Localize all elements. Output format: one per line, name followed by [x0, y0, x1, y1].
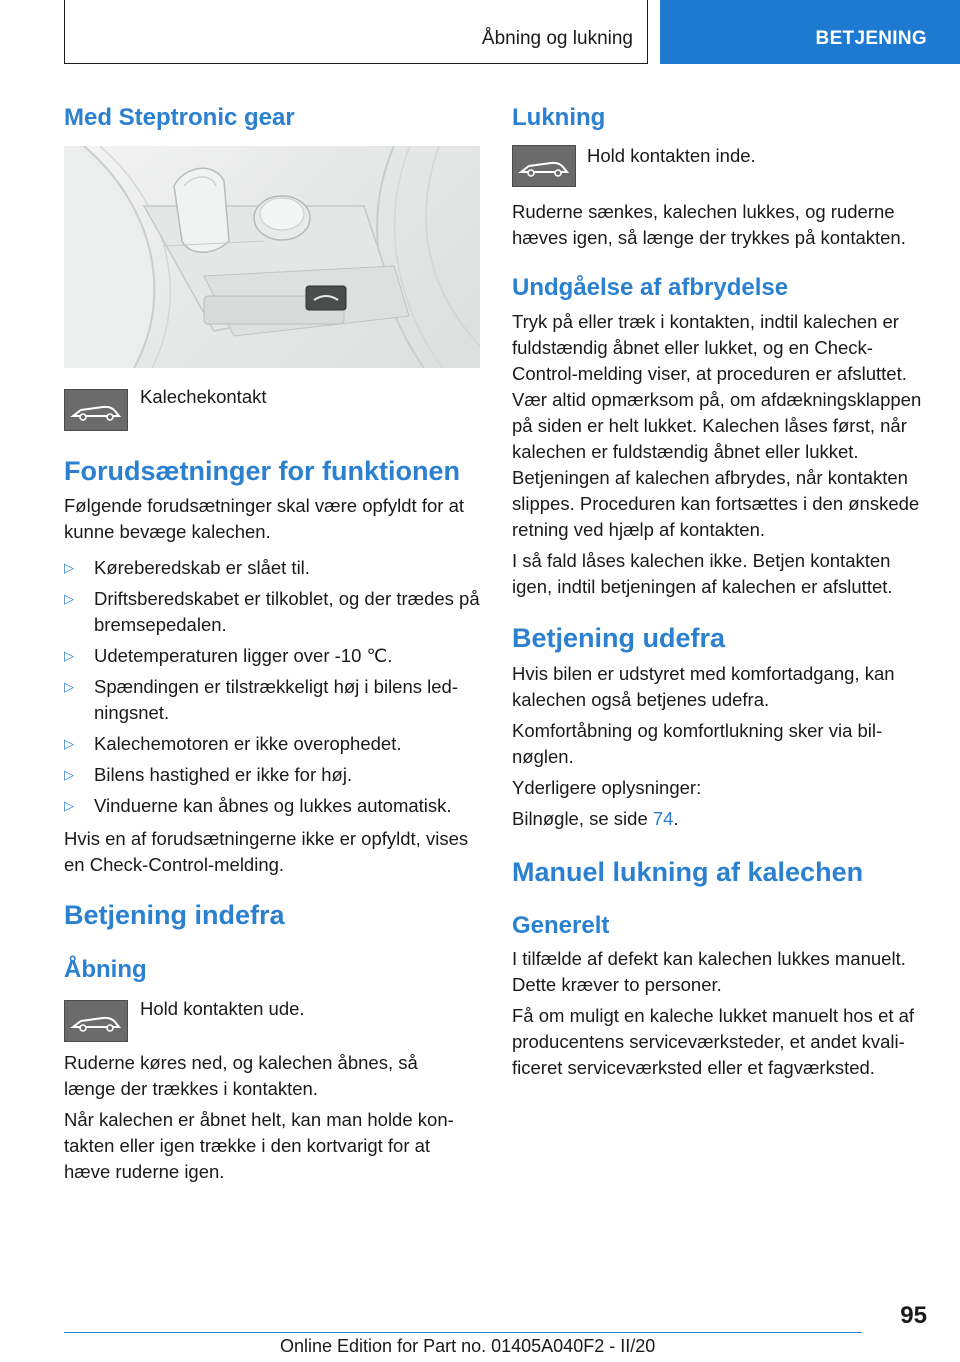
footer-divider: [64, 1332, 862, 1333]
header-section-title: Åbning og lukning: [481, 28, 633, 49]
triangle-bullet-icon: ▷: [64, 560, 74, 575]
triangle-bullet-icon: ▷: [64, 648, 74, 663]
close-paragraph-1: Ruderne sænkes, kalechen lukkes, og ruderne hæves igen, så længe der trykkes på kontakten.: [512, 201, 906, 248]
avoid-paragraph-1: Tryk på eller træk i kontakten, indtil kalechen er fuldstændig åbnet eller lukket, og en Check-Control-melding viser, at proceduren er afsluttet. Vær altid opmærksom på, om afdækningsklappen på siden er helt lukket. Kalechen låses først, når kalechen er fuldstændig åbnet eller lukket.: [512, 311, 922, 462]
heading-general: Generelt: [512, 912, 610, 939]
outside-paragraph-1: Hvis bilen er udstyret med komfortadgang, kan kalechen også betjenes udefra.: [512, 663, 895, 710]
outside-paragraph-3: Yderligere oplysninger:: [512, 777, 702, 798]
heading-manual-closing: Manuel lukning af kalechen: [512, 857, 864, 887]
heading-opening: Åbning: [64, 956, 147, 983]
convertible-top-icon: [512, 145, 576, 187]
triangle-bullet-icon: ▷: [64, 798, 74, 813]
general-paragraph-2: Få om muligt en kaleche lukket manuelt hos et af producentens serviceværksteder, et andet kvalificeret serviceværksted eller et fagværksted.: [512, 1005, 915, 1078]
heading-closing: Lukning: [512, 104, 606, 131]
console-photo: [64, 146, 480, 368]
open-paragraph-1: Ruderne køres ned, og kalechen åbnes, så længe der trækkes i kontakten.: [64, 1052, 418, 1099]
outside-reference: Bilnøgle, se side 74.: [512, 808, 679, 829]
heading-steptronic: Med Steptronic gear: [64, 104, 295, 131]
page-number: 95: [900, 1302, 927, 1329]
close-instruction: Hold kontakten inde.: [587, 145, 756, 166]
heading-prerequisites: Forudsætninger for funktionen: [64, 456, 460, 486]
footer-edition: Online Edition for Part no. 01405A040F2 - II/20: [280, 1336, 656, 1356]
heading-avoid-interruption: Undgåelse af afbrydelse: [512, 274, 789, 301]
photo-caption: Kalechekontakt: [140, 386, 267, 407]
triangle-bullet-icon: ▷: [64, 736, 74, 751]
triangle-bullet-icon: ▷: [64, 679, 74, 694]
heading-operation-inside: Betjening indefra: [64, 900, 285, 930]
triangle-bullet-icon: ▷: [64, 767, 74, 782]
triangle-bullet-icon: ▷: [64, 591, 74, 606]
prerequisites-intro: Følgende forudsætninger skal være opfyldt for at kunne bevæge kalechen.: [64, 495, 464, 542]
header-section-tab: [64, 0, 648, 64]
avoid-paragraph-2: Betjeningen af kalechen afbrydes, når kontakten slippes. Proceduren kan fortsættes i den ønskede retning ved hjælp af kontakten.: [512, 467, 920, 540]
heading-operation-outside: Betjening udefra: [512, 623, 726, 653]
avoid-paragraph-3: I så fald låses kalechen ikke. Betjen kontakten igen, indtil betjeningen af kalechen er afsluttet.: [512, 550, 893, 597]
convertible-top-icon: [64, 1000, 128, 1042]
convertible-top-icon: [64, 389, 128, 431]
general-paragraph-1: I tilfælde af defekt kan kalechen lukkes manuelt. Dette kræver to personer.: [512, 948, 906, 995]
open-instruction: Hold kontakten ude.: [140, 998, 305, 1019]
open-paragraph-2: Når kalechen er åbnet helt, kan man holde kontakten eller igen trække i den kortvarigt for at hæve ruderne igen.: [64, 1109, 454, 1182]
console-illustration: [64, 146, 480, 368]
page-reference-link[interactable]: 74: [652, 808, 674, 829]
header-chapter-band: [660, 0, 960, 64]
header-chapter-title: BETJENING: [815, 28, 927, 49]
outside-paragraph-2: Komfortåbning og komfortlukning sker via bilnøglen.: [512, 720, 883, 767]
prerequisites-note: Hvis en af forudsætningerne ikke er opfyldt, vises en Check-Control-melding.: [64, 828, 469, 875]
